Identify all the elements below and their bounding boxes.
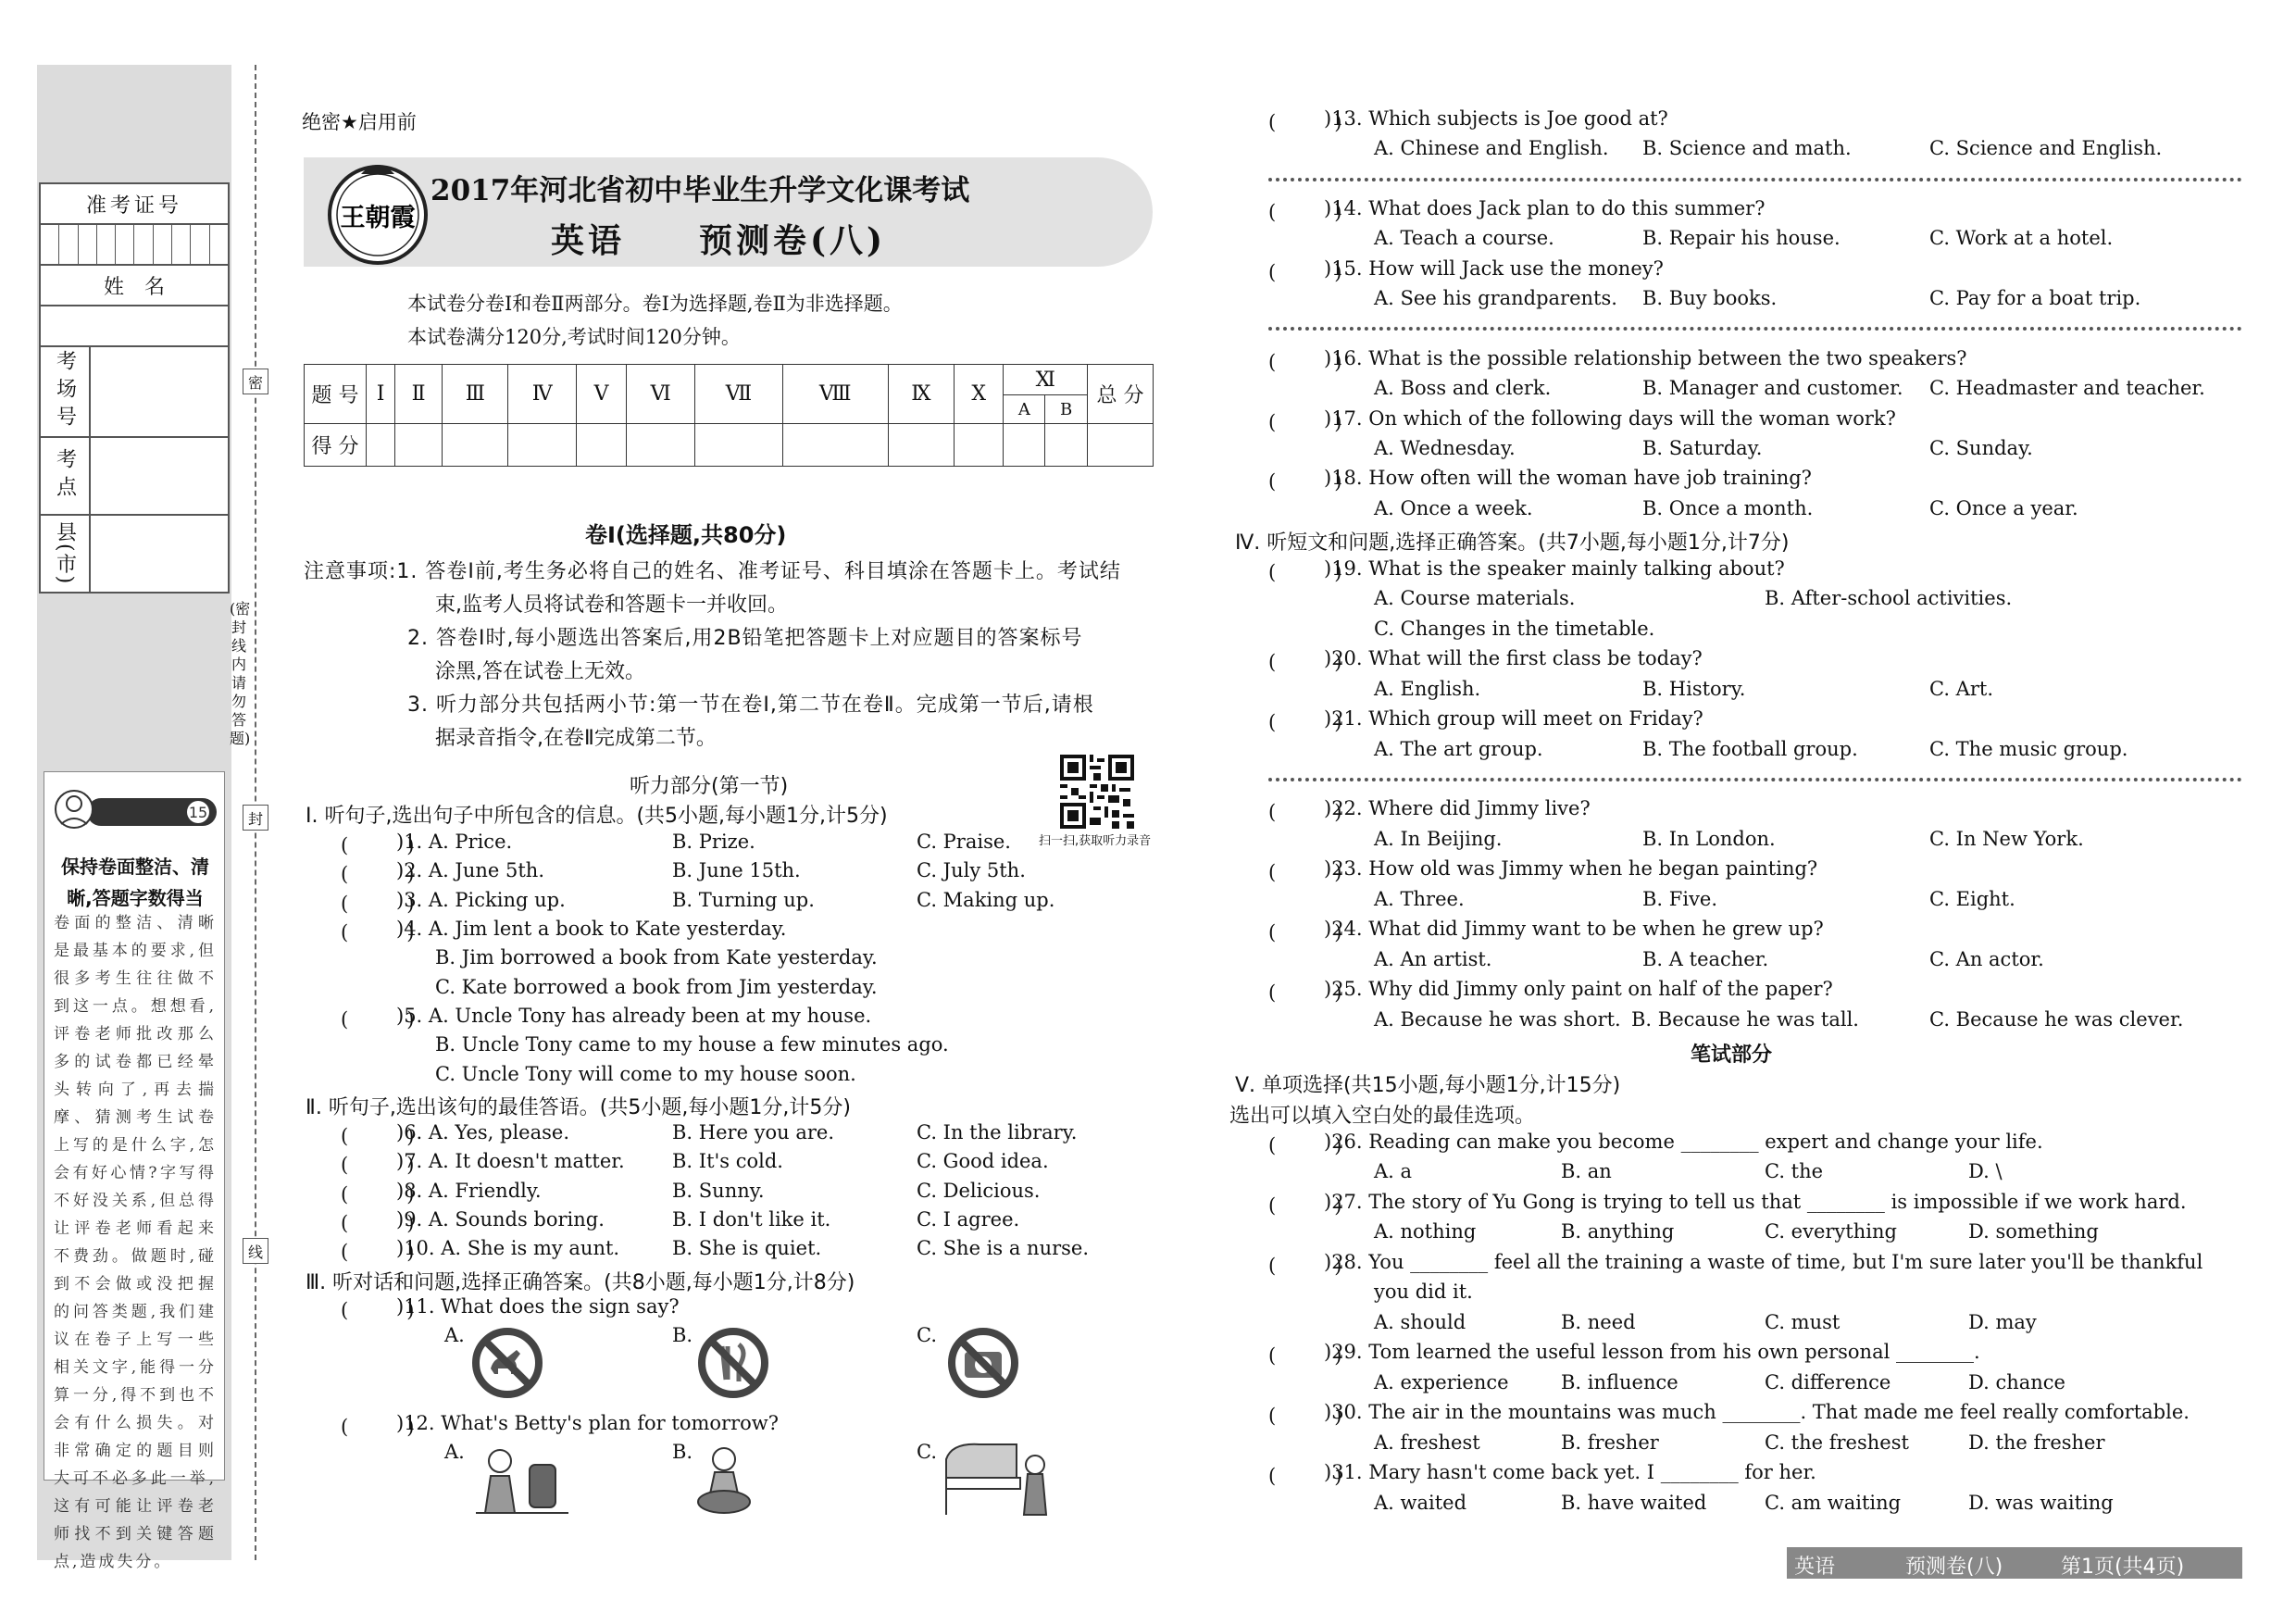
exam-number-boxes[interactable] — [41, 225, 228, 266]
q2-option-b[interactable]: B. June 15th. — [672, 859, 801, 881]
q21-option-a[interactable]: A. The art group. — [1374, 738, 1543, 760]
q27-stem: )27. The story of Yu Gong is trying to tell us that ________ is impossible if we work hard. — [1324, 1191, 2187, 1213]
col-total: 总 分 — [1088, 365, 1154, 424]
girl-washing-picture-icon[interactable] — [683, 1443, 767, 1517]
q17-option-c[interactable]: C. Sunday. — [1929, 437, 2033, 459]
qr-code-icon[interactable] — [1060, 755, 1134, 829]
section-4-heading: Ⅳ. 听短文和问题,选择正确答案。(共7小题,每小题1分,计7分) — [1235, 531, 1790, 555]
q22-option-b[interactable]: B. In London. — [1642, 828, 1776, 850]
q25-option-a[interactable]: A. Because he was short. — [1374, 1008, 1621, 1031]
q20-option-b[interactable]: B. History. — [1642, 678, 1746, 700]
q28-option-c[interactable]: C. must — [1765, 1311, 1841, 1333]
score-cell — [1004, 424, 1045, 467]
q30-option-b[interactable]: B. fresher — [1561, 1431, 1659, 1454]
score-cell — [367, 424, 395, 467]
score-cell — [1088, 424, 1154, 467]
q27-option-b[interactable]: B. anything — [1561, 1220, 1675, 1243]
q8-option-a[interactable]: )8. A. Friendly. — [396, 1180, 542, 1202]
county-label: 县(市) — [41, 516, 91, 592]
paper1-title: 卷Ⅰ(选择题,共80分) — [585, 522, 787, 548]
row-label-score: 得 分 — [305, 424, 367, 467]
no-photos-sign-icon[interactable] — [946, 1326, 1020, 1400]
q18-option-b[interactable]: B. Once a month. — [1642, 497, 1814, 519]
q3-option-b[interactable]: B. Turning up. — [672, 889, 815, 911]
q8-option-c[interactable]: C. Delicious. — [917, 1180, 1041, 1202]
q11-stem: )11. What does the sign say? — [396, 1295, 680, 1318]
q23-option-a[interactable]: A. Three. — [1374, 888, 1465, 910]
separator — [1268, 178, 2242, 181]
q26-option-a[interactable]: A. a — [1374, 1160, 1413, 1182]
q25-option-b[interactable]: B. Because he was tall. — [1631, 1008, 1859, 1031]
score-cell — [695, 424, 782, 467]
footer-subject: 英语 — [1794, 1556, 1836, 1579]
row-label-question: 题 号 — [305, 365, 367, 424]
q19-stem: )19. What is the speaker mainly talking about? — [1324, 557, 1785, 580]
q16-option-c[interactable]: C. Headmaster and teacher. — [1929, 377, 2205, 399]
q11-option-c[interactable]: C. — [917, 1324, 937, 1346]
col-11-b: B — [1045, 395, 1088, 424]
venue-field[interactable] — [41, 347, 228, 438]
q18-stem: )18. How often will the woman have job training? — [1324, 467, 1812, 489]
paren[interactable]: ( ) — [1268, 470, 1342, 493]
q24-stem: )24. What did Jimmy want to be when he grew up? — [1324, 918, 1824, 940]
candidate-info-box — [39, 182, 230, 594]
q12-option-b[interactable]: B. — [672, 1441, 693, 1463]
paren[interactable]: ( ) — [1268, 201, 1342, 223]
girl-shopping-picture-icon[interactable] — [472, 1443, 574, 1515]
paren[interactable]: ( ) — [1268, 921, 1342, 943]
tip-title: 保持卷面整洁、清晰,答题字数得当 — [61, 856, 209, 909]
q11-option-b[interactable]: B. — [672, 1324, 693, 1346]
q19-option-c[interactable]: C. Changes in the timetable. — [1374, 618, 1655, 640]
paren[interactable]: ( ) — [341, 1416, 415, 1438]
paren[interactable]: ( ) — [1268, 1134, 1342, 1156]
q28-option-d[interactable]: D. may — [1968, 1311, 2037, 1333]
q13-option-b[interactable]: B. Science and math. — [1642, 137, 1852, 159]
q9-option-c[interactable]: C. I agree. — [917, 1208, 1020, 1231]
col-3: Ⅲ — [443, 365, 508, 424]
q31-option-d[interactable]: D. was waiting — [1968, 1492, 2114, 1514]
q3-option-a[interactable]: )3. A. Picking up. — [396, 889, 566, 911]
q1-option-b[interactable]: B. Prize. — [672, 831, 755, 853]
q22-option-c[interactable]: C. In New York. — [1929, 828, 2084, 850]
q5-option-b[interactable]: B. Uncle Tony came to my house a few minutes ago. — [435, 1033, 949, 1056]
separator — [1268, 327, 2242, 331]
paren[interactable]: ( ) — [1268, 711, 1342, 733]
col-8: Ⅷ — [782, 365, 888, 424]
paren[interactable]: ( ) — [341, 1241, 415, 1263]
paren[interactable]: ( ) — [1268, 561, 1342, 583]
note-line-3: 2. 答卷Ⅰ时,每小题选出答案后,用2B铅笔把答题卡上对应题目的答案标号 — [407, 627, 1083, 650]
q17-stem: )17. On which of the following days will the woman work? — [1324, 407, 1896, 430]
score-cell — [395, 424, 443, 467]
q26-stem: )26. Reading can make you become ________ expert and change your life. — [1324, 1131, 2043, 1153]
paren[interactable]: ( ) — [1268, 981, 1342, 1004]
q29-option-c[interactable]: C. difference — [1765, 1371, 1891, 1393]
q23-option-b[interactable]: B. Five. — [1642, 888, 1718, 910]
q22-option-a[interactable]: A. In Beijing. — [1374, 828, 1503, 850]
q15-option-b[interactable]: B. Buy books. — [1642, 287, 1778, 309]
q10-option-a[interactable]: )10. A. She is my aunt. — [396, 1237, 620, 1259]
q5-option-a[interactable]: )5. A. Uncle Tony has already been at my house. — [396, 1005, 872, 1027]
section-5-heading: Ⅴ. 单项选择(共15小题,每小题1分,计15分) — [1235, 1074, 1621, 1097]
note-line-2: 束,监考人员将试卷和答题卡一并收回。 — [435, 594, 788, 617]
paren[interactable]: ( ) — [341, 1183, 415, 1206]
q24-option-c[interactable]: C. An actor. — [1929, 948, 2044, 970]
q14-option-a[interactable]: A. Teach a course. — [1374, 227, 1554, 249]
score-cell — [782, 424, 888, 467]
q9-option-b[interactable]: B. I don't like it. — [672, 1208, 831, 1231]
footer-page: 第1页(共4页) — [2061, 1556, 2185, 1579]
section-1-heading: Ⅰ. 听句子,选出句子中所包含的信息。(共5小题,每小题1分,计5分) — [306, 805, 888, 828]
q29-option-d[interactable]: D. chance — [1968, 1371, 2065, 1393]
seal-char-mi: 密 — [243, 369, 268, 394]
paren[interactable]: ( ) — [341, 921, 415, 943]
county-field[interactable] — [41, 516, 228, 592]
exam-tip-box — [44, 771, 225, 1571]
paren[interactable]: ( ) — [1268, 111, 1342, 133]
q7-option-a[interactable]: )7. A. It doesn't matter. — [396, 1150, 625, 1172]
q31-stem: )31. Mary hasn't come back yet. I ________ for her. — [1324, 1461, 1816, 1483]
paren[interactable]: ( ) — [1268, 801, 1342, 823]
q15-stem: )15. How will Jack use the money? — [1324, 257, 1664, 280]
q12-option-a[interactable]: A. — [444, 1441, 465, 1463]
no-eating-sign-icon[interactable] — [696, 1326, 770, 1400]
q12-option-c[interactable]: C. — [917, 1441, 937, 1463]
q28-option-b[interactable]: B. need — [1561, 1311, 1636, 1333]
paren[interactable]: ( ) — [1268, 351, 1342, 373]
section-2-heading: Ⅱ. 听句子,选出该句的最佳答语。(共5小题,每小题1分,计5分) — [306, 1096, 851, 1119]
q17-option-a[interactable]: A. Wednesday. — [1374, 437, 1516, 459]
q29-stem: )29. Tom learned the useful lesson from his own personal ________. — [1324, 1341, 1980, 1363]
paren[interactable]: ( ) — [341, 1299, 415, 1321]
paren[interactable]: ( ) — [341, 1125, 415, 1147]
q16-option-b[interactable]: B. Manager and customer. — [1642, 377, 1903, 399]
q28-option-a[interactable]: A. should — [1374, 1311, 1466, 1333]
paren[interactable]: ( ) — [1268, 651, 1342, 673]
paren[interactable]: ( ) — [1268, 1255, 1342, 1277]
score-cell — [955, 424, 1004, 467]
paren[interactable]: ( ) — [341, 1008, 415, 1031]
name-label: 姓 名 — [41, 266, 228, 306]
q30-option-d[interactable]: D. the fresher — [1968, 1431, 2105, 1454]
publisher-logo-icon — [324, 154, 431, 269]
girl-piano-picture-icon[interactable] — [942, 1441, 1054, 1518]
q26-option-b[interactable]: B. an — [1561, 1160, 1612, 1182]
q20-option-a[interactable]: A. English. — [1374, 678, 1481, 700]
score-cell — [508, 424, 577, 467]
q30-option-a[interactable]: A. freshest — [1374, 1431, 1480, 1454]
q11-option-a[interactable]: A. — [444, 1324, 465, 1346]
q28-stem-continued: you did it. — [1374, 1281, 1473, 1303]
exam-title: 2017年河北省初中毕业生升学文化课考试 — [430, 174, 970, 207]
paren[interactable]: ( ) — [341, 1154, 415, 1176]
paren[interactable]: ( ) — [341, 834, 415, 856]
paren[interactable]: ( ) — [1268, 861, 1342, 883]
q30-option-c[interactable]: C. the freshest — [1765, 1431, 1909, 1454]
section-5-instruction: 选出可以填入空白处的最佳选项。 — [1229, 1105, 1536, 1128]
q6-option-b[interactable]: B. Here you are. — [672, 1121, 835, 1143]
seal-char-xian: 线 — [243, 1238, 268, 1264]
q3-option-c[interactable]: C. Making up. — [917, 889, 1055, 911]
q27-option-a[interactable]: A. nothing — [1374, 1220, 1477, 1243]
q16-option-a[interactable]: A. Boss and clerk. — [1374, 377, 1552, 399]
footer-paper: 预测卷(八) — [1905, 1556, 2003, 1579]
listening-title: 听力部分(第一节) — [630, 775, 789, 798]
q6-option-a[interactable]: )6. A. Yes, please. — [396, 1121, 570, 1143]
q31-option-b[interactable]: B. have waited — [1561, 1492, 1707, 1514]
q28-stem: )28. You ________ feel all the training a waste of time, but I'm sure later you'll be thankful — [1324, 1251, 2203, 1273]
q22-stem: )22. Where did Jimmy live? — [1324, 797, 1591, 819]
q21-option-b[interactable]: B. The football group. — [1642, 738, 1858, 760]
q29-option-a[interactable]: A. experience — [1374, 1371, 1509, 1393]
q14-stem: )14. What does Jack plan to do this summer? — [1324, 197, 1766, 219]
qr-caption: 扫一扫,获取听力录音 — [1039, 834, 1152, 848]
tip-body: 卷面的整洁、清晰是最基本的要求,但很多考生往往做不到这一点。想想看,评卷老师批改那么多的试卷都已经晕头转向了,再去揣摩、猜测考生试卷上写的是什么字,怎会有好心情?字写得不好没关系,但总得让评卷老师看起来不费劲。做题时,碰到不会做或没把握的问答类题,我们建议在卷子上写一些相关文字,能得一分算一分,得不到也不会有什么损失。对非常确定的题目则大可不必多此一举,这有可能让评卷老师找不到关键答题点,造成失分。 — [54, 914, 217, 1571]
paren[interactable]: ( ) — [1268, 1405, 1342, 1427]
q26-option-d[interactable]: D. \ — [1968, 1160, 2003, 1182]
q21-stem: )21. Which group will meet on Friday? — [1324, 707, 1703, 730]
page-footer — [1787, 1547, 2242, 1579]
score-cell — [1045, 424, 1088, 467]
q2-option-a[interactable]: )2. A. June 5th. — [396, 859, 544, 881]
q7-option-c[interactable]: C. Good idea. — [917, 1150, 1049, 1172]
q30-stem: )30. The air in the mountains was much ________. That made me feel really comfortable. — [1324, 1401, 2190, 1423]
q17-option-b[interactable]: B. Saturday. — [1642, 437, 1763, 459]
score-cell — [627, 424, 695, 467]
section-3-heading: Ⅲ. 听对话和问题,选择正确答案。(共8小题,每小题1分,计8分) — [306, 1271, 855, 1294]
q10-option-b[interactable]: B. She is quiet. — [672, 1237, 822, 1259]
name-field[interactable] — [41, 306, 228, 347]
site-field[interactable] — [41, 438, 228, 516]
col-10: Ⅹ — [955, 365, 1004, 424]
q18-option-a[interactable]: A. Once a week. — [1374, 497, 1533, 519]
tip-number: 15 — [188, 804, 208, 821]
note-line-4: 涂黑,答在试卷上无效。 — [435, 660, 645, 683]
note-line-6: 据录音指令,在卷Ⅱ完成第二节。 — [435, 727, 717, 750]
q4-option-c[interactable]: C. Kate borrowed a book from Jim yesterday. — [435, 976, 878, 998]
q2-option-c[interactable]: C. July 5th. — [917, 859, 1026, 881]
paren[interactable]: ( ) — [1268, 1194, 1342, 1217]
score-table — [304, 364, 1154, 467]
q15-option-a[interactable]: A. See his grandparents. — [1374, 287, 1617, 309]
intro-line-1: 本试卷分卷Ⅰ和卷Ⅱ两部分。卷Ⅰ为选择题,卷Ⅱ为非选择题。 — [407, 293, 903, 315]
col-6: Ⅵ — [627, 365, 695, 424]
col-11-a: A — [1004, 395, 1045, 424]
site-label: 考点 — [41, 438, 91, 514]
paren[interactable]: ( ) — [341, 893, 415, 915]
paren[interactable]: ( ) — [1268, 1344, 1342, 1367]
q12-stem: )12. What's Betty's plan for tomorrow? — [396, 1412, 779, 1434]
q1-option-c[interactable]: C. Praise. — [917, 831, 1011, 853]
col-1: Ⅰ — [367, 365, 395, 424]
paren[interactable]: ( ) — [341, 1212, 415, 1234]
q23-option-c[interactable]: C. Eight. — [1929, 888, 2015, 910]
col-2: Ⅱ — [395, 365, 443, 424]
q16-stem: )16. What is the possible relationship between the two speakers? — [1324, 347, 1967, 369]
seal-note: (密封线内请勿答题) — [230, 600, 251, 747]
paren[interactable]: ( ) — [1268, 1465, 1342, 1487]
venue-label: 考场号 — [41, 347, 91, 436]
q6-option-c[interactable]: C. In the library. — [917, 1121, 1078, 1143]
q1-option-a[interactable]: )1. A. Price. — [396, 831, 513, 853]
q14-option-c[interactable]: C. Work at a hotel. — [1929, 227, 2114, 249]
note-line-1: 注意事项:1. 答卷Ⅰ前,考生务必将自己的姓名、准考证号、科目填涂在答题卡上。考试结 — [304, 560, 1121, 583]
q26-option-c[interactable]: C. the — [1765, 1160, 1824, 1182]
col-5: Ⅴ — [577, 365, 627, 424]
q21-option-c[interactable]: C. The music group. — [1929, 738, 2128, 760]
q19-option-a[interactable]: A. Course materials. — [1374, 587, 1576, 609]
q13-stem: )13. Which subjects is Joe good at? — [1324, 107, 1668, 130]
q13-option-a[interactable]: A. Chinese and English. — [1374, 137, 1609, 159]
col-9: Ⅸ — [888, 365, 954, 424]
q27-option-c[interactable]: C. everything — [1765, 1220, 1897, 1243]
q18-option-c[interactable]: C. Once a year. — [1929, 497, 2078, 519]
q27-option-d[interactable]: D. something — [1968, 1220, 2099, 1243]
logo-text: 王朝霞 — [340, 204, 416, 232]
q8-option-b[interactable]: B. Sunny. — [672, 1180, 765, 1202]
paren[interactable]: ( ) — [341, 863, 415, 885]
q20-stem: )20. What will the first class be today? — [1324, 647, 1703, 669]
col-7: Ⅶ — [695, 365, 782, 424]
score-cell — [888, 424, 954, 467]
q7-option-b[interactable]: B. It's cold. — [672, 1150, 783, 1172]
q5-option-c[interactable]: C. Uncle Tony will come to my house soon. — [435, 1063, 856, 1085]
paren[interactable]: ( ) — [1268, 261, 1342, 283]
exam-subtitle: 英语 预测卷(八) — [551, 221, 887, 260]
confidential-mark: 绝密★启用前 — [302, 111, 417, 133]
q23-stem: )23. How old was Jimmy when he began painting? — [1324, 857, 1818, 880]
tip-banner-icon — [50, 778, 220, 843]
writing-section-title: 笔试部分 — [1691, 1043, 1773, 1067]
score-cell — [443, 424, 508, 467]
intro-line-2: 本试卷满分120分,考试时间120分钟。 — [407, 326, 741, 348]
q10-option-c[interactable]: C. She is a nurse. — [917, 1237, 1090, 1259]
q13-option-c[interactable]: C. Science and English. — [1929, 137, 2163, 159]
seal-char-feng: 封 — [243, 805, 268, 831]
q15-option-c[interactable]: C. Pay for a boat trip. — [1929, 287, 2141, 309]
q24-option-b[interactable]: B. A teacher. — [1642, 948, 1769, 970]
q4-option-a[interactable]: )4. A. Jim lent a book to Kate yesterday. — [396, 918, 787, 940]
paren[interactable]: ( ) — [1268, 411, 1342, 433]
q31-option-c[interactable]: C. am waiting — [1765, 1492, 1902, 1514]
q4-option-b[interactable]: B. Jim borrowed a book from Kate yesterday. — [435, 946, 878, 968]
note-line-5: 3. 听力部分共包括两小节:第一节在卷Ⅰ,第二节在卷Ⅱ。完成第一节后,请根 — [407, 694, 1094, 717]
q25-stem: )25. Why did Jimmy only paint on half of the paper? — [1324, 978, 1833, 1000]
q19-option-b[interactable]: B. After-school activities. — [1765, 587, 2013, 609]
col-4: Ⅳ — [508, 365, 577, 424]
separator — [1268, 778, 2242, 781]
exam-number-label: 准考证号 — [41, 184, 228, 225]
q25-option-c[interactable]: C. Because he was clever. — [1929, 1008, 2184, 1031]
q29-option-b[interactable]: B. influence — [1561, 1371, 1678, 1393]
q9-option-a[interactable]: )9. A. Sounds boring. — [396, 1208, 605, 1231]
q24-option-a[interactable]: A. An artist. — [1374, 948, 1492, 970]
score-cell — [577, 424, 627, 467]
no-dogs-sign-icon[interactable] — [470, 1326, 544, 1400]
q20-option-c[interactable]: C. Art. — [1929, 678, 1993, 700]
q14-option-b[interactable]: B. Repair his house. — [1642, 227, 1841, 249]
col-11: Ⅺ — [1004, 365, 1088, 395]
q31-option-a[interactable]: A. waited — [1374, 1492, 1467, 1514]
